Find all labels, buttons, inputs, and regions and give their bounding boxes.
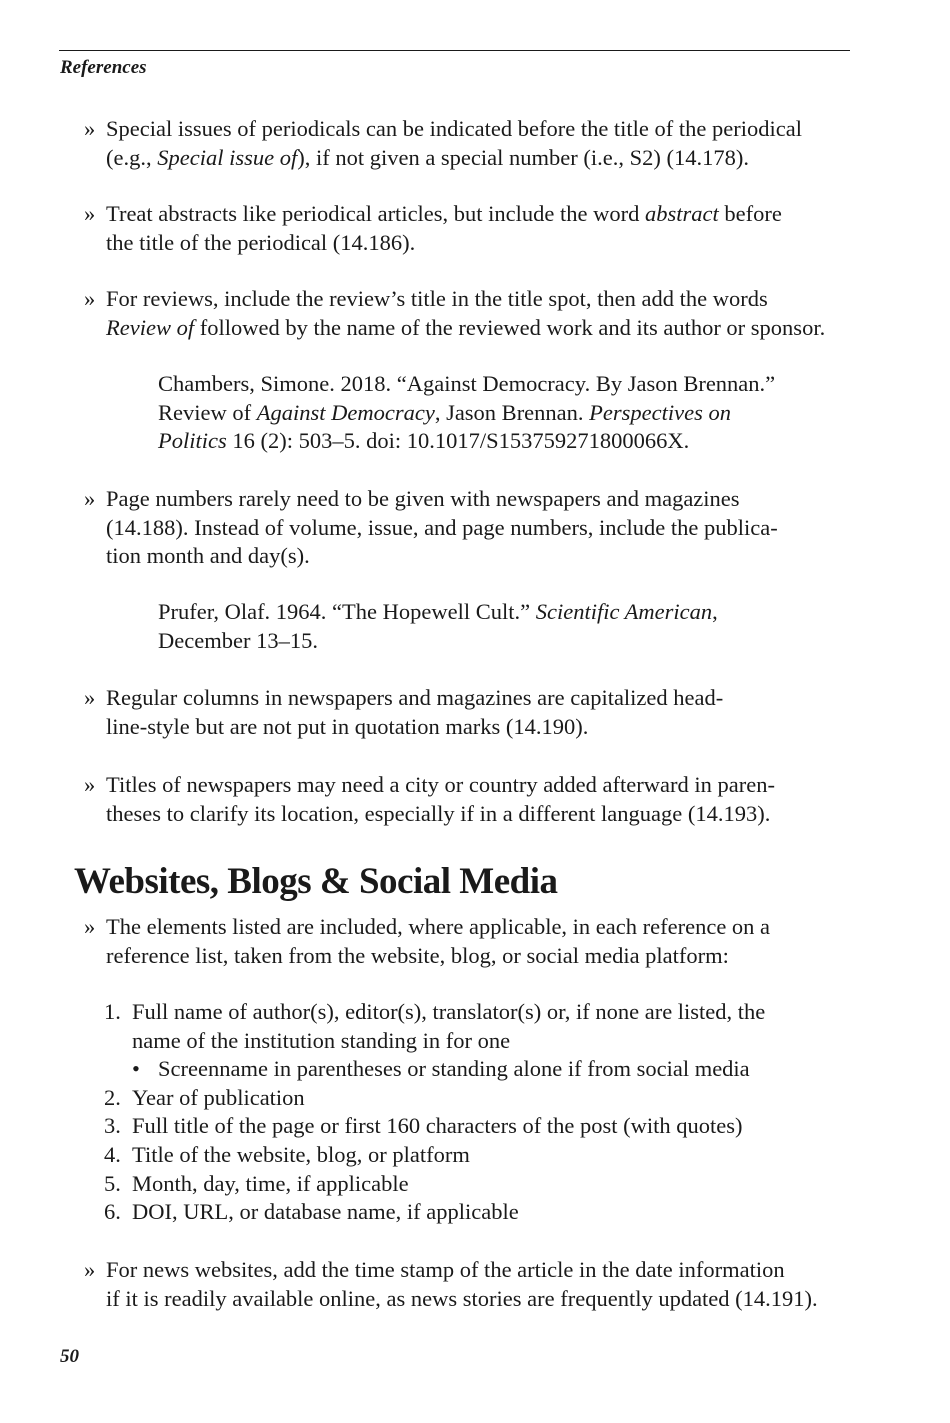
numbered-elements-list <box>104 998 765 1227</box>
item-text: Full title of the page or first 160 characters of the post (with quotes) <box>132 1113 743 1139</box>
text-line <box>106 229 856 258</box>
text-segment: tion month and day(s). <box>106 543 310 568</box>
bullet-mark: » <box>84 685 96 710</box>
text-segment: Review of <box>158 399 257 425</box>
text-segment: 16 (2): 503–5. doi: 10.1017/S153759271800066X. <box>226 428 690 453</box>
text-line <box>106 542 856 571</box>
item-text: name of the institution standing in for one <box>132 1027 511 1053</box>
text-segment: The elements listed are included, where applicable, in each reference on a <box>106 914 771 939</box>
text-line <box>106 144 856 173</box>
text-segment: Regular columns in newspapers and magazines are capitalized head- <box>106 685 724 710</box>
bullet-mark: » <box>84 286 96 311</box>
text-segment: before <box>718 201 782 226</box>
text-line <box>106 285 856 314</box>
text-line <box>106 1256 856 1285</box>
bullet-text <box>106 684 856 741</box>
text-line <box>106 800 856 829</box>
item-number: 5. <box>104 1170 121 1196</box>
numbered-item <box>104 1170 765 1199</box>
bullet-mark: » <box>84 914 96 939</box>
text-line <box>106 771 856 800</box>
italic-segment: Against Democracy <box>256 399 435 425</box>
running-head: References <box>60 57 147 78</box>
bullet-mark: » <box>84 486 96 511</box>
text-line <box>158 399 775 428</box>
text-segment: (14.188). Instead of volume, issue, and page numbers, include the publica- <box>106 514 778 540</box>
item-text: Full name of author(s), editor(s), translator(s) or, if none are listed, the <box>132 999 766 1024</box>
text-line <box>106 684 856 713</box>
text-segment: , <box>712 599 718 624</box>
item-number: 3. <box>104 1113 121 1139</box>
item-number: 4. <box>104 1141 121 1167</box>
sub-bullet-dot: • <box>132 1056 140 1082</box>
reference-example-chambers <box>158 370 775 456</box>
item-text: Title of the website, blog, or platform <box>132 1141 470 1167</box>
item-number: 1. <box>104 999 121 1024</box>
text-segment: Treat abstracts like periodical articles, but include the word <box>106 201 646 226</box>
text-segment: , Jason Brennan. <box>434 399 590 425</box>
text-line <box>158 598 718 627</box>
numbered-item <box>104 1112 765 1141</box>
bullet-mark: » <box>84 201 96 226</box>
italic-segment: Politics <box>158 428 227 453</box>
text-line <box>106 314 856 343</box>
text-segment: Titles of newspapers may need a city or country added afterward in paren- <box>106 772 775 797</box>
text-segment: Page numbers rarely need to be given with newspapers and magazines <box>106 486 740 511</box>
text-segment: if it is readily available online, as news stories are frequently updated (14.191). <box>106 1285 818 1311</box>
text-line <box>106 942 856 971</box>
text-segment: followed by the name of the reviewed work and its author or sponsor. <box>194 314 826 340</box>
text-line <box>106 115 856 144</box>
sub-bullet-item <box>104 1055 765 1084</box>
text-line <box>106 485 856 514</box>
bullet-text <box>106 771 856 828</box>
italic-segment: Review of <box>106 314 195 340</box>
text-segment: Special issues of periodicals can be indicated before the title of the periodical <box>106 116 802 141</box>
reference-example-prufer <box>158 598 718 655</box>
numbered-item <box>104 1141 765 1170</box>
text-line <box>158 627 718 656</box>
bullet-text <box>106 1256 856 1313</box>
text-segment: line-style but are not put in quotation marks (14.190). <box>106 713 589 739</box>
numbered-item <box>104 998 765 1055</box>
text-segment: For reviews, include the review’s title in the title spot, then add the words <box>106 286 768 311</box>
italic-segment: Perspectives on <box>589 399 731 425</box>
text-line <box>106 913 856 942</box>
italic-segment: Special issue of <box>157 144 298 170</box>
bullet-text <box>106 200 856 257</box>
item-text: DOI, URL, or database name, if applicable <box>132 1199 519 1225</box>
bullet-text <box>106 913 856 970</box>
sub-bullet-text: Screenname in parentheses or standing alone if from social media <box>158 1056 750 1082</box>
text-line <box>106 514 856 543</box>
item-number: 6. <box>104 1199 121 1225</box>
text-segment: December 13–15. <box>158 627 318 653</box>
text-line <box>106 1285 856 1314</box>
text-segment: reference list, taken from the website, blog, or social media platform: <box>106 942 729 968</box>
italic-segment: abstract <box>645 201 719 226</box>
bullet-text <box>106 485 856 571</box>
text-line <box>106 200 856 229</box>
bullet-text <box>106 115 856 172</box>
text-line <box>158 427 775 456</box>
text-segment: For news websites, add the time stamp of the article in the date information <box>106 1257 785 1282</box>
item-number: 2. <box>104 1084 121 1110</box>
italic-segment: Scientific American <box>535 599 713 624</box>
text-segment: theses to clarify its location, especially if in a different language (14.193). <box>106 800 771 826</box>
item-text: Month, day, time, if applicable <box>132 1170 409 1196</box>
header-rule <box>59 50 850 51</box>
item-text: Year of publication <box>132 1084 305 1110</box>
bullet-text <box>106 285 856 342</box>
numbered-item <box>104 1084 765 1113</box>
numbered-item <box>104 1198 765 1227</box>
text-segment: (e.g., <box>106 144 158 170</box>
page-number: 50 <box>60 1346 79 1367</box>
text-line <box>106 713 856 742</box>
bullet-mark: » <box>84 116 96 141</box>
bullet-mark: » <box>84 772 96 797</box>
bullet-mark: » <box>84 1257 96 1282</box>
section-heading: Websites, Blogs & Social Media <box>74 861 558 902</box>
text-segment: Prufer, Olaf. 1964. “The Hopewell Cult.” <box>158 599 536 624</box>
text-line <box>158 370 775 399</box>
text-segment: ), if not given a special number (i.e., S2) (14.178). <box>297 144 749 170</box>
text-segment: the title of the periodical (14.186). <box>106 229 416 255</box>
text-segment: Chambers, Simone. 2018. “Against Democracy. By Jason Brennan.” <box>158 371 776 396</box>
